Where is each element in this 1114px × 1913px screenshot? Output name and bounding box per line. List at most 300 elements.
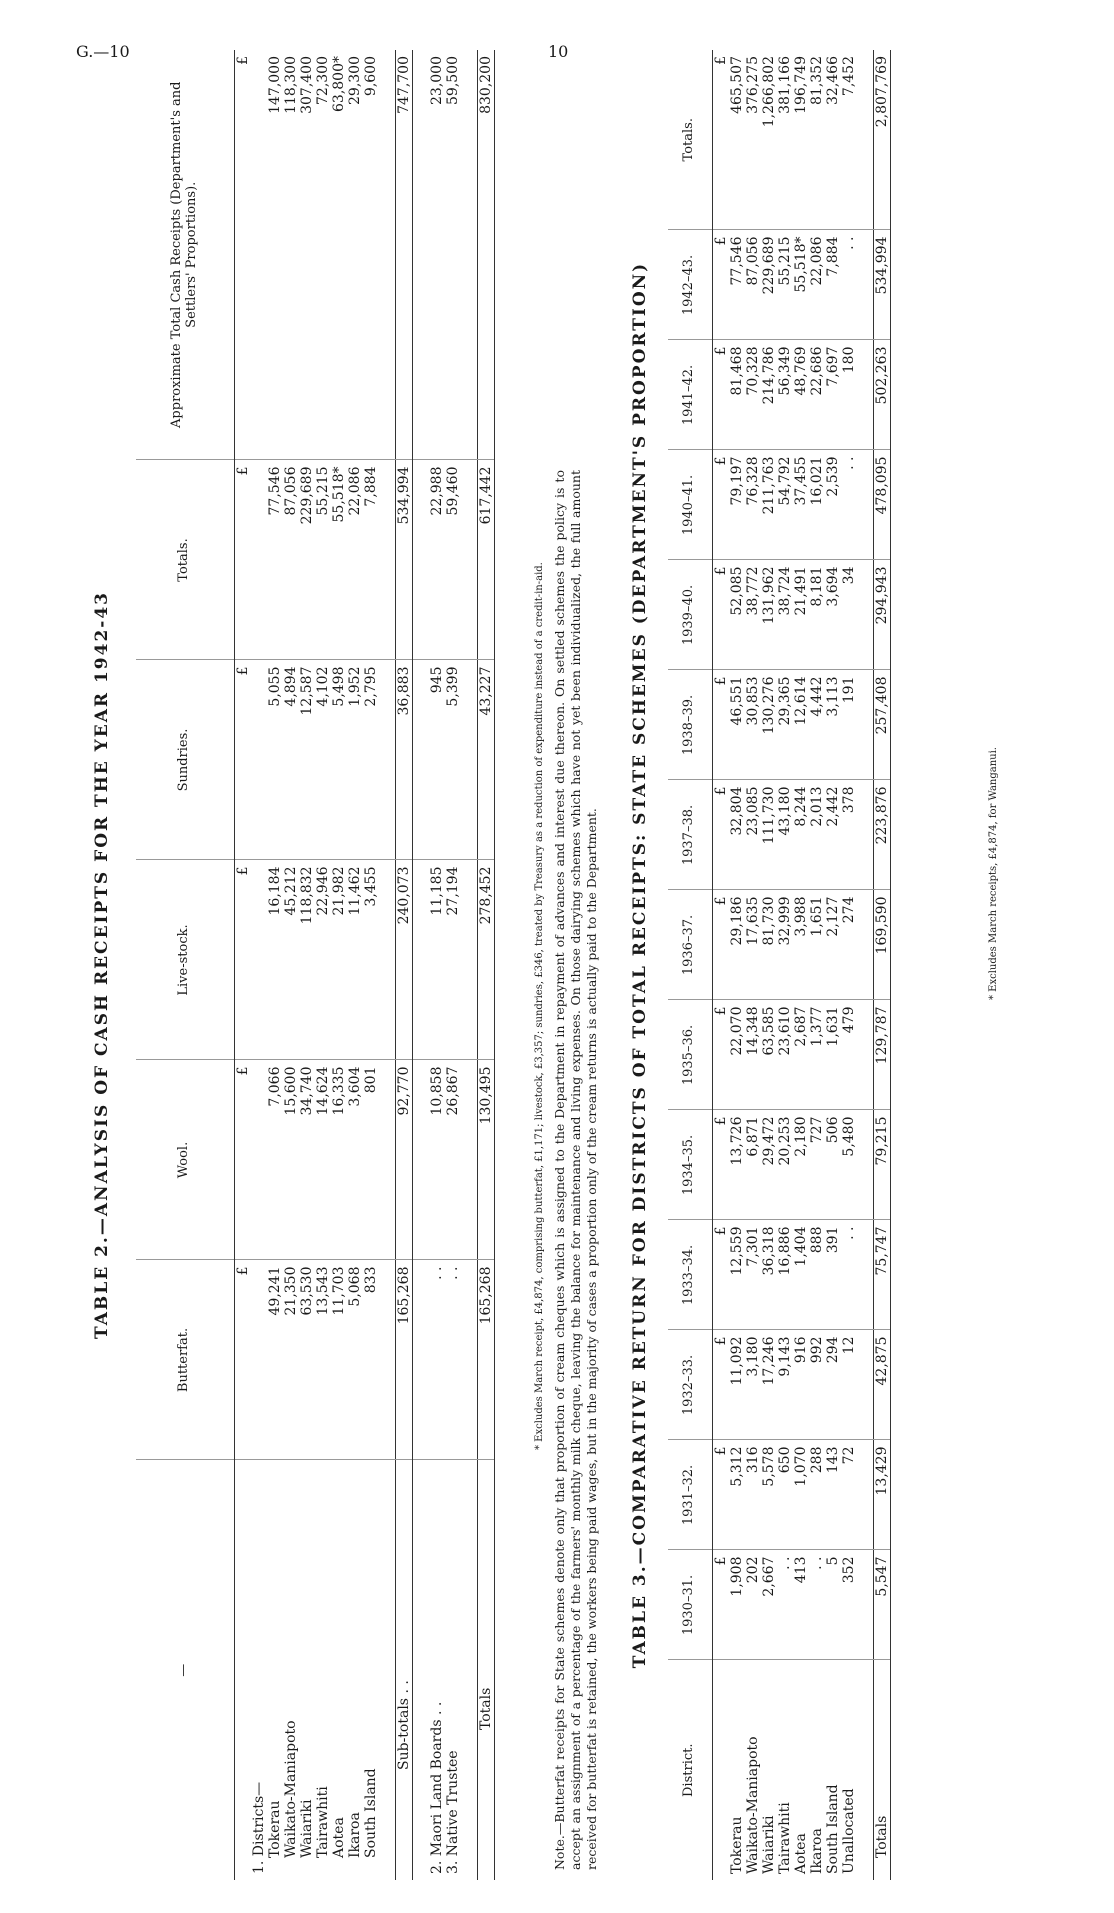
group-label: 1. Districts— <box>250 1781 267 1874</box>
value-cell: 12,587 <box>299 660 315 860</box>
total-value: 223,876 <box>873 780 890 890</box>
value-cell: 2,127 <box>825 890 841 1000</box>
table-cell <box>251 1060 267 1260</box>
value-cell: 63,800* <box>331 50 347 460</box>
value-cell: 118,300 <box>283 50 299 460</box>
table3-unit-row <box>712 50 729 1880</box>
value-cell: 17,246 <box>761 1330 777 1440</box>
value-cell: 32,804 <box>729 780 745 890</box>
value-cell: 23,085 <box>745 780 761 890</box>
table2-col-header: Wool. <box>136 1060 234 1260</box>
value-cell: 131,962 <box>761 560 777 670</box>
table-cell <box>461 1260 478 1460</box>
value-cell: 55,215 <box>777 230 793 340</box>
value-cell: . . <box>841 230 857 340</box>
value-cell: 2,442 <box>825 780 841 890</box>
value-cell: 21,491 <box>793 560 809 670</box>
value-cell: 38,724 <box>777 560 793 670</box>
table3-col-header: 1938–39. <box>668 670 712 780</box>
value-cell: 13,726 <box>729 1110 745 1220</box>
subtotal-value: 240,073 <box>395 860 412 1060</box>
table-cell <box>461 860 478 1060</box>
table-cell <box>251 860 267 1060</box>
value-cell: 22,086 <box>809 230 825 340</box>
table3-row <box>729 50 745 1880</box>
table2-col-header: Sundries. <box>136 660 234 860</box>
value-cell: 1,908 <box>729 1550 745 1660</box>
value-cell: 15,600 <box>283 1060 299 1260</box>
table-cell <box>712 1660 729 1880</box>
value-cell: 14,624 <box>315 1060 331 1260</box>
value-cell: 381,166 <box>777 50 793 230</box>
unit-symbol: £ <box>234 50 251 460</box>
value-cell: 29,300 <box>347 50 363 460</box>
value-cell: 118,832 <box>299 860 315 1060</box>
value-cell: 130,276 <box>761 670 777 780</box>
table3-col-header: 1930–31. <box>668 1550 712 1660</box>
value-cell: 5,068 <box>347 1260 363 1460</box>
table-cell <box>251 50 267 460</box>
table2-col-header: Butterfat. <box>136 1260 234 1460</box>
value-cell: 2,687 <box>793 1000 809 1110</box>
district-name: Waikato-Maniapoto <box>282 1720 299 1858</box>
table3-col-header: 1934–35. <box>668 1110 712 1220</box>
value-cell: . . <box>777 1550 793 1660</box>
value-cell: 1,952 <box>347 660 363 860</box>
value-cell: 32,466 <box>825 50 841 230</box>
total-label: Totals <box>873 1660 890 1880</box>
district-name: Waiariki <box>760 1815 777 1874</box>
table-cell <box>461 50 478 460</box>
value-cell: 16,021 <box>809 450 825 560</box>
value-cell: 77,546 <box>729 230 745 340</box>
value-cell: 22,086 <box>347 460 363 660</box>
table-spacer-row <box>412 50 429 1880</box>
district-name: Aotea <box>792 1833 809 1874</box>
district-name: Ikaroa <box>346 1812 363 1858</box>
total-value: 502,263 <box>873 340 890 450</box>
value-cell: 29,186 <box>729 890 745 1000</box>
value-cell: 37,455 <box>793 450 809 560</box>
value-cell: 8,244 <box>793 780 809 890</box>
value-cell: 30,853 <box>745 670 761 780</box>
value-cell: 12 <box>841 1330 857 1440</box>
value-cell: 2,013 <box>809 780 825 890</box>
total-value: 534,994 <box>873 230 890 340</box>
table-cell <box>379 660 396 860</box>
table-cell <box>857 450 874 560</box>
table3-col-header: 1933–34. <box>668 1220 712 1330</box>
value-cell: 36,318 <box>761 1220 777 1330</box>
table2-cash-receipts <box>136 50 495 1880</box>
table-cell <box>461 460 478 660</box>
total-value: 169,590 <box>873 890 890 1000</box>
value-cell: 5,399 <box>445 660 461 860</box>
table2-group-row <box>251 50 267 1880</box>
value-cell: 59,460 <box>445 460 461 660</box>
district-name: Waikato-Maniapoto <box>744 1736 761 1874</box>
unit-symbol: £ <box>234 660 251 860</box>
table-cell <box>379 1460 396 1880</box>
value-cell: 52,085 <box>729 560 745 670</box>
table2-col-header: — <box>136 1460 234 1880</box>
value-cell: 21,350 <box>283 1260 299 1460</box>
table2-title: TABLE 2.—ANALYSIS OF CASH RECEIPTS FOR THE YEAR 1942-43 <box>92 591 112 1339</box>
value-cell: 23,610 <box>777 1000 793 1110</box>
total-value: 75,747 <box>873 1220 890 1330</box>
table-cell <box>857 1440 874 1550</box>
value-cell: 888 <box>809 1220 825 1330</box>
value-cell: 3,113 <box>825 670 841 780</box>
value-cell: 11,092 <box>729 1330 745 1440</box>
table-spacer-row <box>857 50 874 1880</box>
value-cell: 63,585 <box>761 1000 777 1110</box>
value-cell: 32,999 <box>777 890 793 1000</box>
value-cell: 34 <box>841 560 857 670</box>
table-cell <box>379 860 396 1060</box>
table2-unit-row <box>234 50 251 1880</box>
value-cell: 49,241 <box>267 1260 283 1460</box>
value-cell: 43,180 <box>777 780 793 890</box>
value-cell: 211,763 <box>761 450 777 560</box>
value-cell: 55,215 <box>315 460 331 660</box>
table3-col-header: 1935–36. <box>668 1000 712 1110</box>
value-cell: 48,769 <box>793 340 809 450</box>
value-cell: 4,442 <box>809 670 825 780</box>
table2-row <box>347 50 363 1880</box>
table2-subtotal-row <box>395 50 412 1880</box>
total-value: 2,807,769 <box>873 50 890 230</box>
unit-symbol: £ <box>712 340 729 450</box>
value-cell: . . <box>809 1550 825 1660</box>
total-value: 79,215 <box>873 1110 890 1220</box>
value-cell: . . <box>841 1220 857 1330</box>
table-cell <box>379 1060 396 1260</box>
value-cell: 5,312 <box>729 1440 745 1550</box>
total-value: 130,495 <box>477 1060 494 1260</box>
value-cell: 3,694 <box>825 560 841 670</box>
district-name: Unallocated <box>840 1788 857 1874</box>
value-cell: 76,328 <box>745 450 761 560</box>
table-cell <box>251 1260 267 1460</box>
total-value: 617,442 <box>477 460 494 660</box>
value-cell: 316 <box>745 1440 761 1550</box>
value-cell: 801 <box>363 1060 379 1260</box>
district-name: Tairawhiti <box>314 1786 331 1858</box>
value-cell: 143 <box>825 1440 841 1550</box>
value-cell: 12,559 <box>729 1220 745 1330</box>
value-cell: 72,300 <box>315 50 331 460</box>
district-name: Aotea <box>330 1817 347 1858</box>
value-cell: 22,686 <box>809 340 825 450</box>
unit-symbol: £ <box>234 860 251 1060</box>
value-cell: 180 <box>841 340 857 450</box>
value-cell: 376,275 <box>745 50 761 230</box>
total-value: 42,875 <box>873 1330 890 1440</box>
table3-row <box>809 50 825 1880</box>
table3-row <box>777 50 793 1880</box>
value-cell: 307,400 <box>299 50 315 460</box>
value-cell: 288 <box>809 1440 825 1550</box>
value-cell: 111,730 <box>761 780 777 890</box>
table-cell <box>412 860 429 1060</box>
value-cell: 3,604 <box>347 1060 363 1260</box>
district-name: Tairawhiti <box>776 1802 793 1874</box>
table3-col-header: 1931–32. <box>668 1440 712 1550</box>
total-value: 43,227 <box>477 660 494 860</box>
value-cell: 274 <box>841 890 857 1000</box>
value-cell: 81,468 <box>729 340 745 450</box>
value-cell: 229,689 <box>761 230 777 340</box>
value-cell: . . <box>841 450 857 560</box>
value-cell: 6,871 <box>745 1110 761 1220</box>
value-cell: 506 <box>825 1110 841 1220</box>
table2-col-header: Approximate Total Cash Receipts (Department's and Settlers' Proportions). <box>136 50 234 460</box>
value-cell: 59,500 <box>445 50 461 460</box>
table-cell <box>857 560 874 670</box>
total-value: 165,268 <box>477 1260 494 1460</box>
district-name: Tokerau <box>728 1816 745 1874</box>
table-cell <box>857 670 874 780</box>
total-value: 478,095 <box>873 450 890 560</box>
value-cell: 14,348 <box>745 1000 761 1110</box>
page-reference: G.—10 <box>76 42 130 61</box>
value-cell: 352 <box>841 1550 857 1660</box>
table-spacer-row <box>379 50 396 1880</box>
unit-symbol: £ <box>712 780 729 890</box>
table-cell <box>857 890 874 1000</box>
value-cell: 1,266,802 <box>761 50 777 230</box>
table-cell <box>857 1110 874 1220</box>
value-cell: 916 <box>793 1330 809 1440</box>
table-cell <box>857 1660 874 1880</box>
table-cell <box>461 1060 478 1260</box>
table2-row <box>315 50 331 1880</box>
value-cell: 72 <box>841 1440 857 1550</box>
table3-col-header: Totals. <box>668 50 712 230</box>
table-cell <box>857 50 874 230</box>
value-cell: 945 <box>429 660 445 860</box>
table3-col-header: District. <box>668 1660 712 1880</box>
value-cell: 55,518* <box>331 460 347 660</box>
page-number: 10 <box>548 42 569 61</box>
value-cell: 7,452 <box>841 50 857 230</box>
table-cell <box>251 460 267 660</box>
table-cell <box>251 660 267 860</box>
district-name: Waiariki <box>298 1799 315 1858</box>
value-cell: 479 <box>841 1000 857 1110</box>
value-cell: 1,631 <box>825 1000 841 1110</box>
unit-symbol: £ <box>712 1110 729 1220</box>
table3-col-header: 1942–43. <box>668 230 712 340</box>
value-cell: 22,070 <box>729 1000 745 1110</box>
value-cell: 29,472 <box>761 1110 777 1220</box>
value-cell: 7,301 <box>745 1220 761 1330</box>
table3-row <box>745 50 761 1880</box>
value-cell: 12,614 <box>793 670 809 780</box>
value-cell: 3,988 <box>793 890 809 1000</box>
table3-row <box>841 50 857 1880</box>
value-cell: 5,480 <box>841 1110 857 1220</box>
value-cell: 16,335 <box>331 1060 347 1260</box>
table-cell <box>412 660 429 860</box>
value-cell: 70,328 <box>745 340 761 450</box>
value-cell: 4,102 <box>315 660 331 860</box>
table-cell <box>857 1220 874 1330</box>
value-cell: 465,507 <box>729 50 745 230</box>
value-cell: 22,988 <box>429 460 445 660</box>
value-cell: 9,143 <box>777 1330 793 1440</box>
value-cell: 7,884 <box>825 230 841 340</box>
table3-col-header: 1941–42. <box>668 340 712 450</box>
value-cell: 79,197 <box>729 450 745 560</box>
district-name: Ikaroa <box>808 1828 825 1874</box>
district-name: Tokerau <box>266 1800 283 1858</box>
value-cell: 196,749 <box>793 50 809 230</box>
unit-symbol: £ <box>712 450 729 560</box>
rotated-page-content <box>64 50 1074 1880</box>
value-cell: 34,740 <box>299 1060 315 1260</box>
unit-symbol: £ <box>712 890 729 1000</box>
value-cell: 4,894 <box>283 660 299 860</box>
value-cell: 27,194 <box>445 860 461 1060</box>
value-cell: 8,181 <box>809 560 825 670</box>
value-cell: 77,546 <box>267 460 283 660</box>
unit-symbol: £ <box>234 1260 251 1460</box>
table-cell <box>461 660 478 860</box>
table-cell <box>412 460 429 660</box>
value-cell: 2,795 <box>363 660 379 860</box>
table2-row <box>267 50 283 1880</box>
value-cell: 1,651 <box>809 890 825 1000</box>
table3-comparative-return <box>668 50 891 1880</box>
subtotal-value: 165,268 <box>395 1260 412 1460</box>
value-cell: 22,946 <box>315 860 331 1060</box>
value-cell: 10,858 <box>429 1060 445 1260</box>
table-cell <box>857 780 874 890</box>
total-value: 294,943 <box>873 560 890 670</box>
value-cell: 81,352 <box>809 50 825 230</box>
table2-footnote: * Excludes March receipt, £4,874, comprising butterfat, £1,171; livestock, £3,357; sundries, £346, treated by Treasury as a reduction of expenditure instead of a credit-in-aid. <box>534 562 545 1450</box>
value-cell: 13,543 <box>315 1260 331 1460</box>
value-cell: 16,184 <box>267 860 283 1060</box>
value-cell: 294 <box>825 1330 841 1440</box>
value-cell: . . <box>445 1260 461 1460</box>
table-cell <box>461 1460 478 1880</box>
value-cell: 147,000 <box>267 50 283 460</box>
table3-col-header: 1939–40. <box>668 560 712 670</box>
table3-col-header: 1940–41. <box>668 450 712 560</box>
subtotal-label: Sub-totals . . <box>395 1460 412 1880</box>
table-cell <box>379 460 396 660</box>
value-cell: 56,349 <box>777 340 793 450</box>
table3-row <box>825 50 841 1880</box>
value-cell: 5,578 <box>761 1440 777 1550</box>
value-cell: 21,982 <box>331 860 347 1060</box>
value-cell: 5 <box>825 1550 841 1660</box>
table3-title: TABLE 3.—COMPARATIVE RETURN FOR DISTRICTS OF TOTAL RECEIPTS: STATE SCHEMES (DEPARTMENT'S PROPORTION) <box>630 261 650 1669</box>
unit-symbol: £ <box>712 1550 729 1660</box>
value-cell: 7,697 <box>825 340 841 450</box>
value-cell: 16,886 <box>777 1220 793 1330</box>
value-cell: 650 <box>777 1440 793 1550</box>
value-cell: 26,867 <box>445 1060 461 1260</box>
table-spacer-row <box>461 50 478 1880</box>
value-cell: 11,703 <box>331 1260 347 1460</box>
unit-symbol: £ <box>712 230 729 340</box>
unit-symbol: £ <box>712 1440 729 1550</box>
value-cell: 63,530 <box>299 1260 315 1460</box>
value-cell: 45,212 <box>283 860 299 1060</box>
value-cell: 2,667 <box>761 1550 777 1660</box>
unit-symbol: £ <box>234 460 251 660</box>
table-cell <box>857 1550 874 1660</box>
value-cell: 81,730 <box>761 890 777 1000</box>
table2-row <box>283 50 299 1880</box>
value-cell: 23,000 <box>429 50 445 460</box>
table-cell <box>412 1460 429 1880</box>
value-cell: 378 <box>841 780 857 890</box>
table2-col-header: Totals. <box>136 460 234 660</box>
table-cell <box>412 1060 429 1260</box>
table2-row <box>363 50 379 1880</box>
unit-symbol: £ <box>234 1060 251 1260</box>
row-label: 2. Maori Land Boards . . <box>428 1701 445 1874</box>
table-cell <box>857 230 874 340</box>
table-cell <box>857 340 874 450</box>
total-value: 830,200 <box>477 50 494 460</box>
value-cell: 3,180 <box>745 1330 761 1440</box>
value-cell: 2,180 <box>793 1110 809 1220</box>
row-label: 3. Native Trustee <box>444 1750 461 1874</box>
table2-total-row <box>477 50 494 1880</box>
unit-symbol: £ <box>712 1000 729 1110</box>
value-cell: 833 <box>363 1260 379 1460</box>
value-cell: 54,792 <box>777 450 793 560</box>
value-cell: 87,056 <box>745 230 761 340</box>
value-cell: 214,786 <box>761 340 777 450</box>
subtotal-value: 747,700 <box>395 50 412 460</box>
unit-symbol: £ <box>712 1220 729 1330</box>
subtotal-value: 36,883 <box>395 660 412 860</box>
value-cell: 413 <box>793 1550 809 1660</box>
value-cell: 46,551 <box>729 670 745 780</box>
value-cell: 55,518* <box>793 230 809 340</box>
table-cell <box>412 1260 429 1460</box>
value-cell: 191 <box>841 670 857 780</box>
unit-symbol: £ <box>712 670 729 780</box>
value-cell: 2,539 <box>825 450 841 560</box>
table-cell <box>379 50 396 460</box>
table-cell <box>857 1330 874 1440</box>
total-value: 129,787 <box>873 1000 890 1110</box>
value-cell: 20,253 <box>777 1110 793 1220</box>
unit-symbol: £ <box>712 560 729 670</box>
value-cell: 17,635 <box>745 890 761 1000</box>
value-cell: . . <box>429 1260 445 1460</box>
table-cell <box>234 1460 251 1880</box>
table2-note: Note.—Butterfat receipts for State schemes denote only that proportion of cream cheques which is assigned to the Department in repayment of advances and interest due thereon. On settled schemes the policy is to accept an assignment of a percentage of the farmers' monthly milk cheque, leaving the balance for maintenance and living expenses. On those dairying schemes which have not yet been individualized, the full amount received for butterfat is retained, the workers being paid wages, but in the majority of cases a proportion only of the cream returns is actually paid to the Department. <box>552 470 599 1870</box>
table2-row <box>429 50 445 1880</box>
value-cell: 727 <box>809 1110 825 1220</box>
total-value: 13,429 <box>873 1440 890 1550</box>
value-cell: 391 <box>825 1220 841 1330</box>
unit-symbol: £ <box>712 50 729 230</box>
value-cell: 5,498 <box>331 660 347 860</box>
value-cell: 1,404 <box>793 1220 809 1330</box>
value-cell: 1,070 <box>793 1440 809 1550</box>
total-value: 5,547 <box>873 1550 890 1660</box>
